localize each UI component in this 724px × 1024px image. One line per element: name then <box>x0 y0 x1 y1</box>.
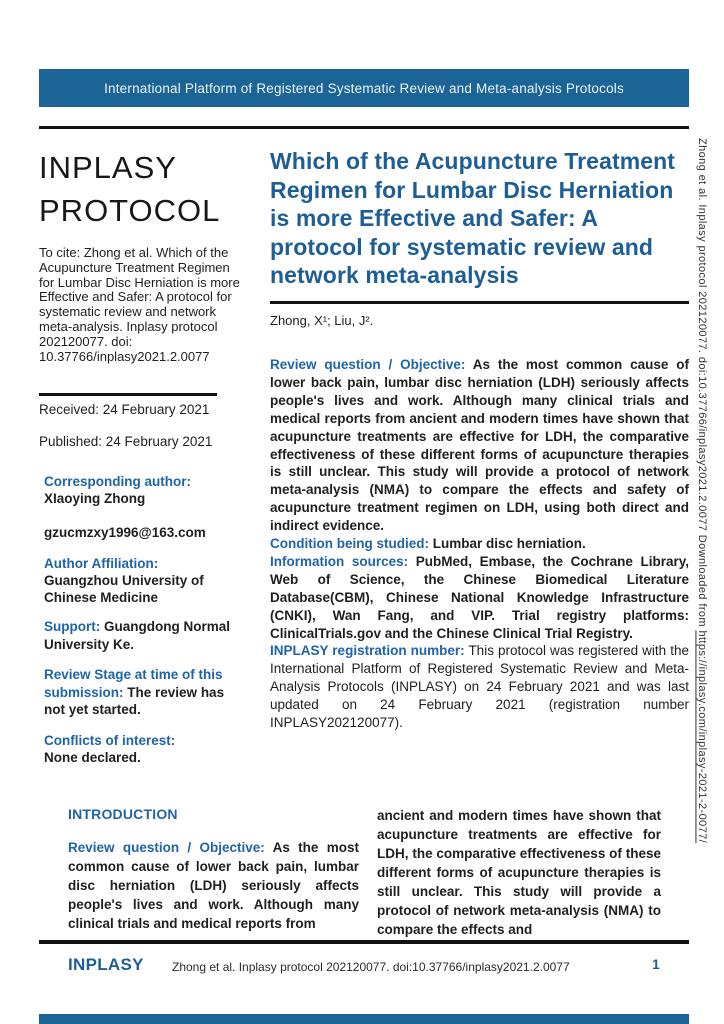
introduction-column-1 <box>68 838 359 933</box>
next-page-banner-edge <box>39 1014 689 1024</box>
side-citation-text: Zhong et al. Inplasy protocol 202120077. doi:10.37766/inplasy2021.2.0077 Downloaded from <box>696 138 708 631</box>
published-date: Published: 24 February 2021 <box>39 434 213 449</box>
to-cite-text: To cite: Zhong et al. Which of the Acupuncture Treatment Regimen for Lumbar Disc Herniation is more Effective and Safer: A protocol for systematic review and network meta-analysis. Inplasy protocol 202120077. doi: 10.37766/inplasy2021.2.0077 <box>39 245 240 364</box>
introduction-review-question-label: Review question / Objective: <box>68 840 265 855</box>
title-divider <box>270 301 689 304</box>
review-stage-value: The review has not yet started. <box>44 684 225 717</box>
conflicts-value: None declared. <box>44 750 141 765</box>
footer-citation: Zhong et al. Inplasy protocol 202120077. doi:10.37766/inplasy2021.2.0077 <box>172 960 570 974</box>
review-question-label: Review question / Objective: <box>270 357 466 372</box>
side-citation <box>696 138 708 1018</box>
side-citation-link[interactable]: https://inplasy.com/inplasy-2021-2-0077/ <box>696 630 708 844</box>
received-date: Received: 24 February 2021 <box>39 402 210 417</box>
conflicts-label: Conflicts of interest: <box>44 733 176 748</box>
footer-divider <box>39 940 689 944</box>
corresponding-author-name: XIaoying Zhong <box>44 491 146 506</box>
page-number: 1 <box>652 956 660 972</box>
support-label: Support: <box>44 619 101 634</box>
abstract-block <box>270 356 689 643</box>
sources-label: Information sources: <box>270 553 409 569</box>
registration-label: INPLASY registration number: <box>270 643 465 658</box>
affiliation-label: Author Affiliation: <box>44 556 159 571</box>
header-divider <box>39 126 689 129</box>
platform-banner-text: International Platform of Registered Systematic Review and Meta-analysis Protocols <box>104 80 624 96</box>
article-title: Which of the Acupuncture Treatment Regimen for Lumbar Disc Herniation is more Effective and Safer: A protocol for systematic review and network meta-analysis <box>270 148 676 289</box>
corresponding-author-email: gzucmzxy1996@163.com <box>44 525 206 540</box>
sources-paragraph <box>270 553 689 643</box>
masthead-line-2: PROTOCOL <box>39 193 221 228</box>
corresponding-author-label: Corresponding author: <box>44 474 191 489</box>
dates-divider <box>39 393 217 396</box>
support-value: Guangdong Normal University Ke. <box>44 619 231 652</box>
corresponding-author-block <box>44 473 244 507</box>
review-question-paragraph <box>270 356 689 535</box>
authors-line: Zhong, X¹; Liu, J². <box>270 313 374 328</box>
affiliation-value: Guangzhou University of Chinese Medicine <box>44 573 204 605</box>
author-affiliation-block <box>44 555 236 606</box>
introduction-column-2: ancient and modern times have shown that acupuncture treatments are effective for LDH, the comparative effectiveness of these different forms of acupuncture therapies is still unclear. This study will provide a protocol of network meta-analysis (NMA) to compare the effects and <box>377 808 661 937</box>
footer-brand: INPLASY <box>68 955 144 974</box>
support-block <box>44 618 240 653</box>
review-stage-label: Review Stage at time of this submission: <box>44 667 223 700</box>
registration-paragraph <box>270 642 689 732</box>
conflicts-block <box>44 732 244 766</box>
registration-text: This protocol was registered with the International Platform of Registered Systematic Review and Meta-Analysis Protocols (INPLASY) on 24 February 2021 and was last updated on 24 February 2021 (registration number INPLASY202120077). <box>270 643 690 730</box>
condition-paragraph <box>270 535 689 553</box>
review-stage-block <box>44 666 246 719</box>
introduction-column-1-text: As the most common cause of lower back pain, lumbar disc herniation (LDH) seriously affects people's lives and work. Although many clinical trials and medical reports from <box>68 840 359 931</box>
condition-label: Condition being studied: <box>270 536 429 552</box>
condition-text: Lumbar disc herniation. <box>432 536 586 552</box>
masthead-line-1: INPLASY <box>39 150 177 185</box>
sources-text: PubMed, Embase, the Cochrane Library, Web of Science, the Chinese Biomedical Literature Database(CBM), Chinese National Knowledge Infrastructure (CNKI), Wan Fang, and VIP. Trial registry platforms: ClinicalTrials.gov and the Chinese Clinical Trial Registry. <box>270 553 689 641</box>
introduction-heading: INTRODUCTION <box>68 806 178 822</box>
inplasy-protocol-masthead <box>39 146 259 232</box>
review-question-text: As the most common cause of lower back pain, lumbar disc herniation (LDH) seriously affects people's lives and work. Although many clinical trials and medical reports from ancient and modern times have shown that acupuncture treatments are effective for LDH, the comparative effectiveness of these different forms of acupuncture therapies is still unclear. This study will provide a protocol of network meta-analysis (NMA) to compare the effects and safety of acupuncture treatment regimen on LDH, using both direct and indirect evidence. <box>270 357 690 534</box>
platform-banner <box>39 69 689 107</box>
